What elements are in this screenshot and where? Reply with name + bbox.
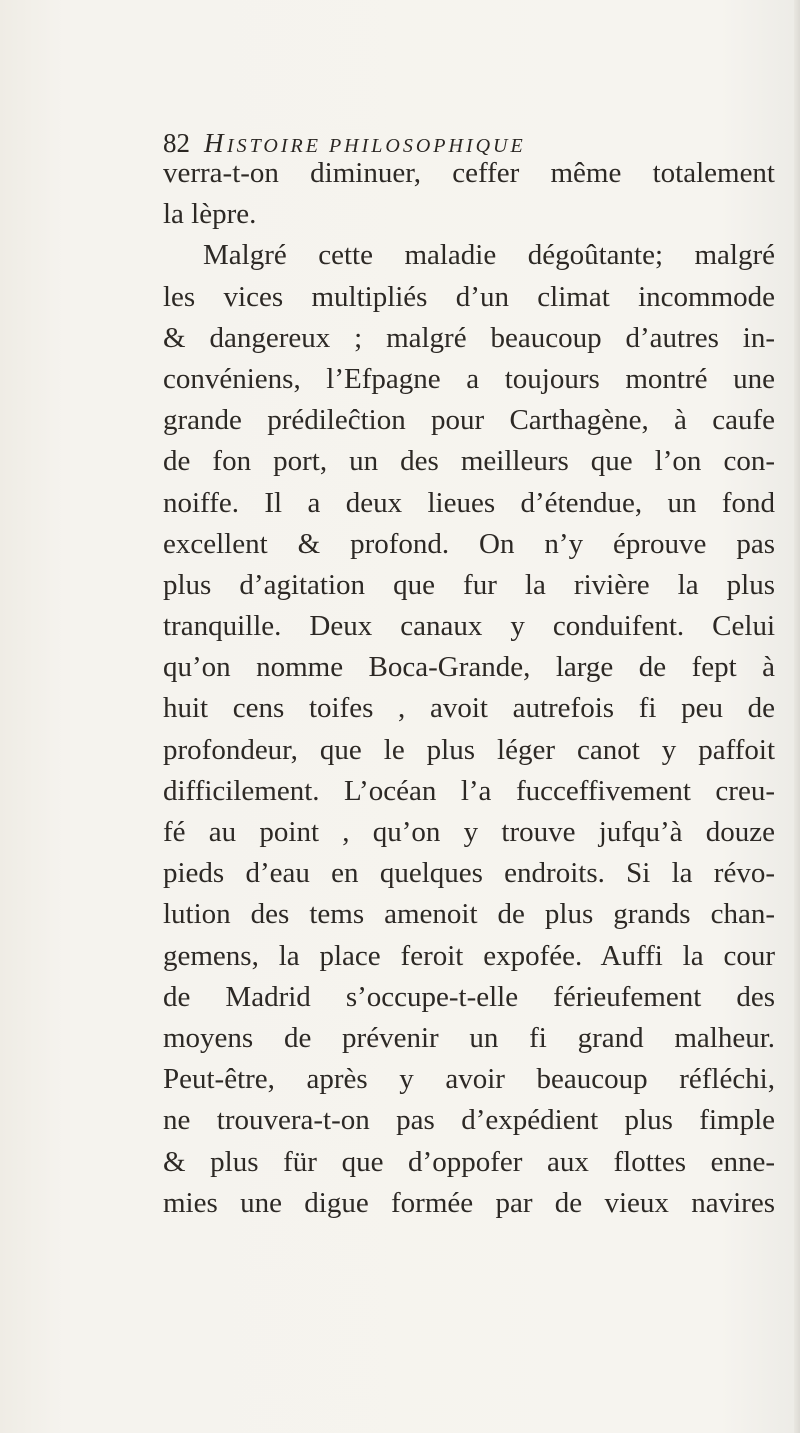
text-line: difficilement. L’océan l’a fucceffivement creu- [163,774,775,807]
text-line: grande prédileĉtion pour Carthagène, à caufe [163,404,775,437]
text-line: huit cens toifes , avoit autrefois fi peu de [163,692,775,725]
page-edge [794,0,800,1433]
running-title-initial: H [204,128,227,158]
text-line: pieds d’eau en quelques endroits. Si la révo- [163,857,775,890]
text-line: lution des tems amenoit de plus grands chan- [163,898,775,931]
text-line: les vices multipliés d’un climat incommode [163,280,775,313]
body-text [163,153,775,1224]
text-line: la lèpre. [163,198,257,231]
text-line: plus d’agitation que fur la rivière la plus [163,568,775,601]
text-line: Peut-être, après y avoir beaucoup réfléchi, [163,1063,775,1096]
page-number: 82 [163,128,190,158]
text-line: excellent & profond. On n’y éprouve pas [163,527,775,560]
text-line: ne trouvera-t-on pas d’expédient plus fimple [163,1104,775,1137]
text-line: gemens, la place feroit expofée. Auffi la cour [163,939,775,972]
text-line: qu’on nomme Boca-Grande, large de fept à [163,651,775,684]
text-line: verra-t-on diminuer, ceffer même totalement [163,157,775,189]
text-line: noiffe. Il a deux lieues d’étendue, un fond [163,486,775,519]
text-line: de fon port, un des meilleurs que l’on con- [163,445,775,478]
text-line: tranquille. Deux canaux y conduifent. Celui [163,610,775,643]
text-line: convéniens, l’Efpagne a toujours montré une [163,362,775,395]
text-line: fé au point , qu’on y trouve jufqu’à douze [163,816,775,848]
text-line: mies une digue formée par de vieux navires [163,1186,775,1219]
running-title-rest: ISTOIRE PHILOSOPHIQUE [227,135,526,157]
text-line: moyens de prévenir un fi grand malheur. [163,1021,775,1054]
text-line: profondeur, que le plus léger canot y paffoit [163,733,775,766]
text-line: de Madrid s’occupe-t-elle férieufement des [163,980,775,1013]
text-line: & dangereux ; malgré beaucoup d’autres in- [163,321,775,354]
text-line: Malgré cette maladie dégoûtante; malgré [203,239,775,272]
text-line: & plus für que d’oppofer aux flottes enne- [163,1145,775,1178]
